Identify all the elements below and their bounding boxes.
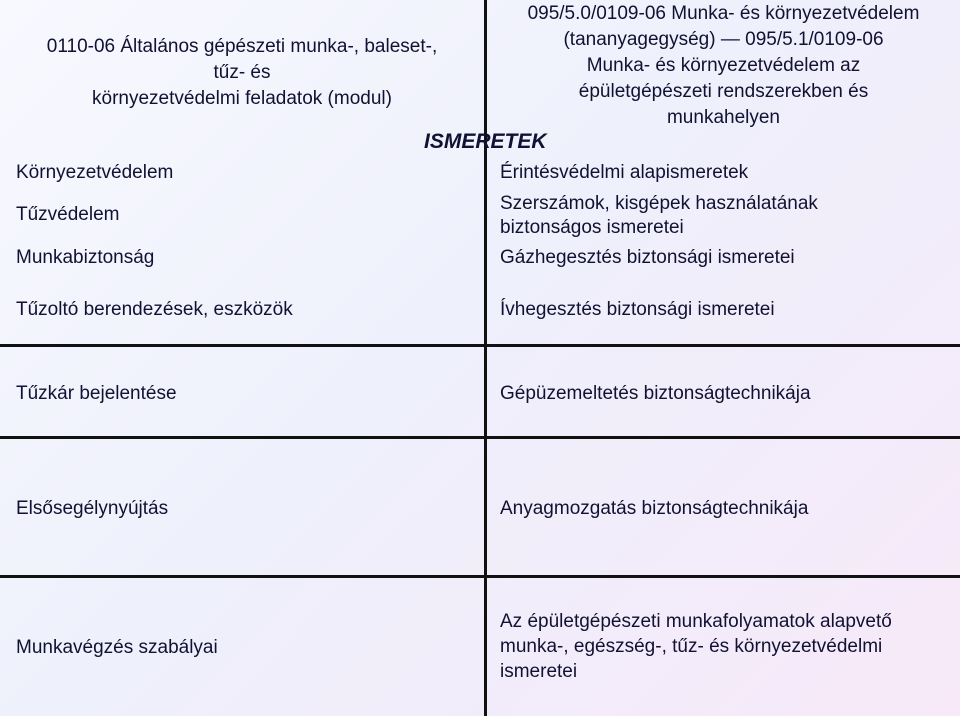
- left-item-fire-damage-report: Tűzkár bejelentése: [16, 383, 177, 404]
- module-title-line: környezetvédelmi feladatok (modul): [92, 88, 392, 109]
- left-item-work-rules: Munkavégzés szabályai: [16, 637, 218, 658]
- right-item-building-services-line: ismeretei: [500, 661, 578, 682]
- unit-title-line: Munka- és környezetvédelem az: [586, 55, 861, 76]
- unit-title-line: épületgépészeti rendszerekben és: [578, 81, 869, 102]
- module-title-line: 0110-06 Általános gépészeti munka-, baleset-,: [46, 36, 438, 57]
- row-divider: [0, 575, 960, 578]
- right-item-building-services-line: munka-, egészség-, tűz- és környezetvédelmi: [500, 636, 883, 657]
- unit-title-line: 095/5.0/0109-06 Munka- és környezetvédelem: [527, 3, 920, 24]
- right-item-tools-line: biztonságos ismeretei: [500, 217, 684, 238]
- row-divider: [0, 436, 960, 439]
- left-item-firefighting-equipment: Tűzoltó berendezések, eszközök: [16, 299, 293, 320]
- left-item-work-safety: Munkabiztonság: [16, 247, 155, 268]
- right-item-electrical-protection: Érintésvédelmi alapismeretek: [500, 162, 749, 183]
- right-item-arc-welding: Ívhegesztés biztonsági ismeretei: [500, 299, 775, 320]
- left-item-fire-protection: Tűzvédelem: [16, 204, 120, 225]
- unit-title-line: (tananyagegység) — 095/5.1/0109-06: [563, 29, 884, 50]
- row-divider: [0, 344, 960, 347]
- right-item-machine-operation: Gépüzemeltetés biztonságtechnikája: [500, 383, 811, 404]
- right-item-gas-welding: Gázhegesztés biztonsági ismeretei: [500, 247, 795, 268]
- left-item-first-aid: Elsősegélynyújtás: [16, 498, 169, 519]
- right-item-material-handling: Anyagmozgatás biztonságtechnikája: [500, 498, 809, 519]
- left-item-environment: Környezetvédelem: [16, 162, 174, 183]
- module-title-line: tűz- és: [213, 62, 271, 83]
- section-title: ISMERETEK: [424, 130, 547, 153]
- right-item-building-services-line: Az épületgépészeti munkafolyamatok alapvető: [500, 611, 892, 632]
- right-item-tools-line: Szerszámok, kisgépek használatának: [500, 193, 818, 214]
- unit-title-line: munkahelyen: [666, 107, 781, 128]
